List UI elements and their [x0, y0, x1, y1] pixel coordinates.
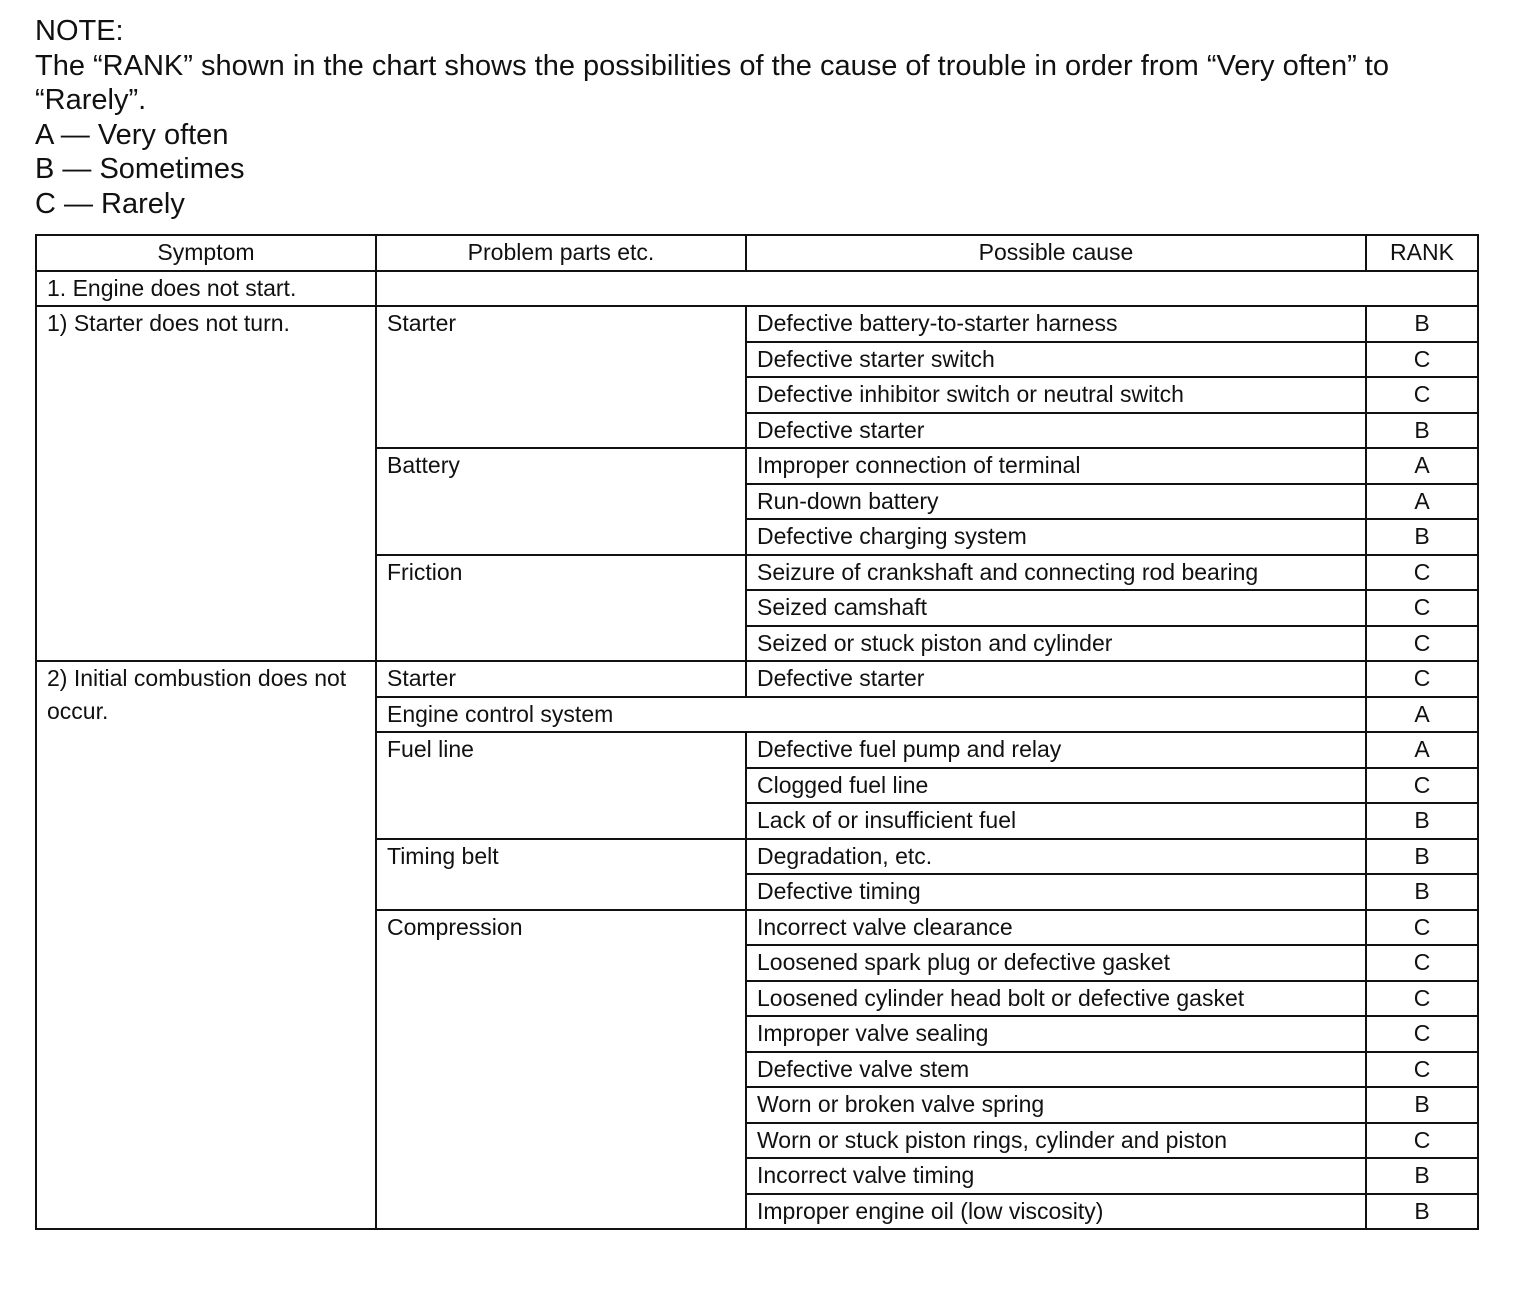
rank-cell: C	[1366, 555, 1478, 591]
header-rank: RANK	[1366, 235, 1478, 271]
rank-cell: B	[1366, 874, 1478, 910]
rank-cell: C	[1366, 910, 1478, 946]
possible-cause-cell: Loosened spark plug or defective gasket	[746, 945, 1366, 981]
table-row	[36, 661, 1478, 697]
possible-cause-cell: Incorrect valve timing	[746, 1158, 1366, 1194]
rank-cell: C	[1366, 342, 1478, 378]
rank-cell: A	[1366, 732, 1478, 768]
possible-cause-cell: Defective starter	[746, 661, 1366, 697]
rank-cell: C	[1366, 945, 1478, 981]
possible-cause-cell: Defective charging system	[746, 519, 1366, 555]
possible-cause-cell: Defective fuel pump and relay	[746, 732, 1366, 768]
possible-cause-cell: Defective battery-to-starter harness	[746, 306, 1366, 342]
problem-part-cell: Friction	[376, 555, 746, 662]
section-filler	[376, 271, 1478, 307]
header-problem-parts: Problem parts etc.	[376, 235, 746, 271]
possible-cause-cell: Seized or stuck piston and cylinder	[746, 626, 1366, 662]
possible-cause-cell: Run-down battery	[746, 484, 1366, 520]
rank-cell: C	[1366, 1052, 1478, 1088]
problem-part-cell: Battery	[376, 448, 746, 555]
possible-cause-cell: Incorrect valve clearance	[746, 910, 1366, 946]
possible-cause-cell: Improper valve sealing	[746, 1016, 1366, 1052]
rank-cell: B	[1366, 803, 1478, 839]
legend-rank-c: C — Rarely	[35, 187, 185, 220]
rank-cell: C	[1366, 768, 1478, 804]
problem-part-cell: Timing belt	[376, 839, 746, 910]
symptom-cell: 1) Starter does not turn.	[36, 306, 376, 661]
possible-cause-cell: Degradation, etc.	[746, 839, 1366, 875]
possible-cause-cell: Loosened cylinder head bolt or defective gasket	[746, 981, 1366, 1017]
table-body	[36, 271, 1478, 1230]
possible-cause-cell: Defective valve stem	[746, 1052, 1366, 1088]
problem-part-cell: Compression	[376, 910, 746, 1230]
rank-cell: C	[1366, 1016, 1478, 1052]
problem-part-cell: Engine control system	[376, 697, 1366, 733]
header-row	[36, 235, 1478, 271]
note-block	[35, 14, 1485, 222]
rank-cell: B	[1366, 839, 1478, 875]
section-title: 1. Engine does not start.	[36, 271, 376, 307]
rank-cell: B	[1366, 306, 1478, 342]
rank-cell: B	[1366, 1194, 1478, 1230]
possible-cause-cell: Improper connection of terminal	[746, 448, 1366, 484]
note-text-line-2: “Rarely”.	[35, 84, 147, 117]
possible-cause-cell: Defective inhibitor switch or neutral switch	[746, 377, 1366, 413]
header-possible-cause: Possible cause	[746, 235, 1366, 271]
possible-cause-cell: Seizure of crankshaft and connecting rod bearing	[746, 555, 1366, 591]
rank-cell: A	[1366, 448, 1478, 484]
legend-rank-b: B — Sometimes	[35, 153, 245, 186]
possible-cause-cell: Worn or stuck piston rings, cylinder and piston	[746, 1123, 1366, 1159]
possible-cause-cell: Seized camshaft	[746, 590, 1366, 626]
rank-cell: C	[1366, 661, 1478, 697]
rank-cell: B	[1366, 1087, 1478, 1123]
possible-cause-cell: Defective starter switch	[746, 342, 1366, 378]
section-row	[36, 271, 1478, 307]
problem-part-cell: Starter	[376, 306, 746, 448]
possible-cause-cell: Defective starter	[746, 413, 1366, 449]
problem-part-cell: Fuel line	[376, 732, 746, 839]
rank-cell: C	[1366, 981, 1478, 1017]
rank-cell: C	[1366, 590, 1478, 626]
rank-cell: A	[1366, 697, 1478, 733]
note-text-line-1: The “RANK” shown in the chart shows the possibilities of the cause of trouble in order from “Very often” to	[35, 49, 1389, 82]
symptom-cell: 2) Initial combustion does not occur.	[36, 661, 376, 1229]
rank-cell: B	[1366, 519, 1478, 555]
header-symptom: Symptom	[36, 235, 376, 271]
possible-cause-cell: Improper engine oil (low viscosity)	[746, 1194, 1366, 1230]
rank-cell: C	[1366, 377, 1478, 413]
possible-cause-cell: Defective timing	[746, 874, 1366, 910]
rank-cell: B	[1366, 413, 1478, 449]
possible-cause-cell: Clogged fuel line	[746, 768, 1366, 804]
possible-cause-cell: Lack of or insufficient fuel	[746, 803, 1366, 839]
problem-part-cell: Starter	[376, 661, 746, 697]
rank-cell: C	[1366, 626, 1478, 662]
legend-rank-a: A — Very often	[35, 118, 229, 151]
rank-cell: B	[1366, 1158, 1478, 1194]
rank-cell: A	[1366, 484, 1478, 520]
troubleshooting-table	[35, 234, 1479, 1230]
rank-cell: C	[1366, 1123, 1478, 1159]
possible-cause-cell: Worn or broken valve spring	[746, 1087, 1366, 1123]
note-heading: NOTE:	[35, 15, 124, 47]
table-row	[36, 306, 1478, 342]
